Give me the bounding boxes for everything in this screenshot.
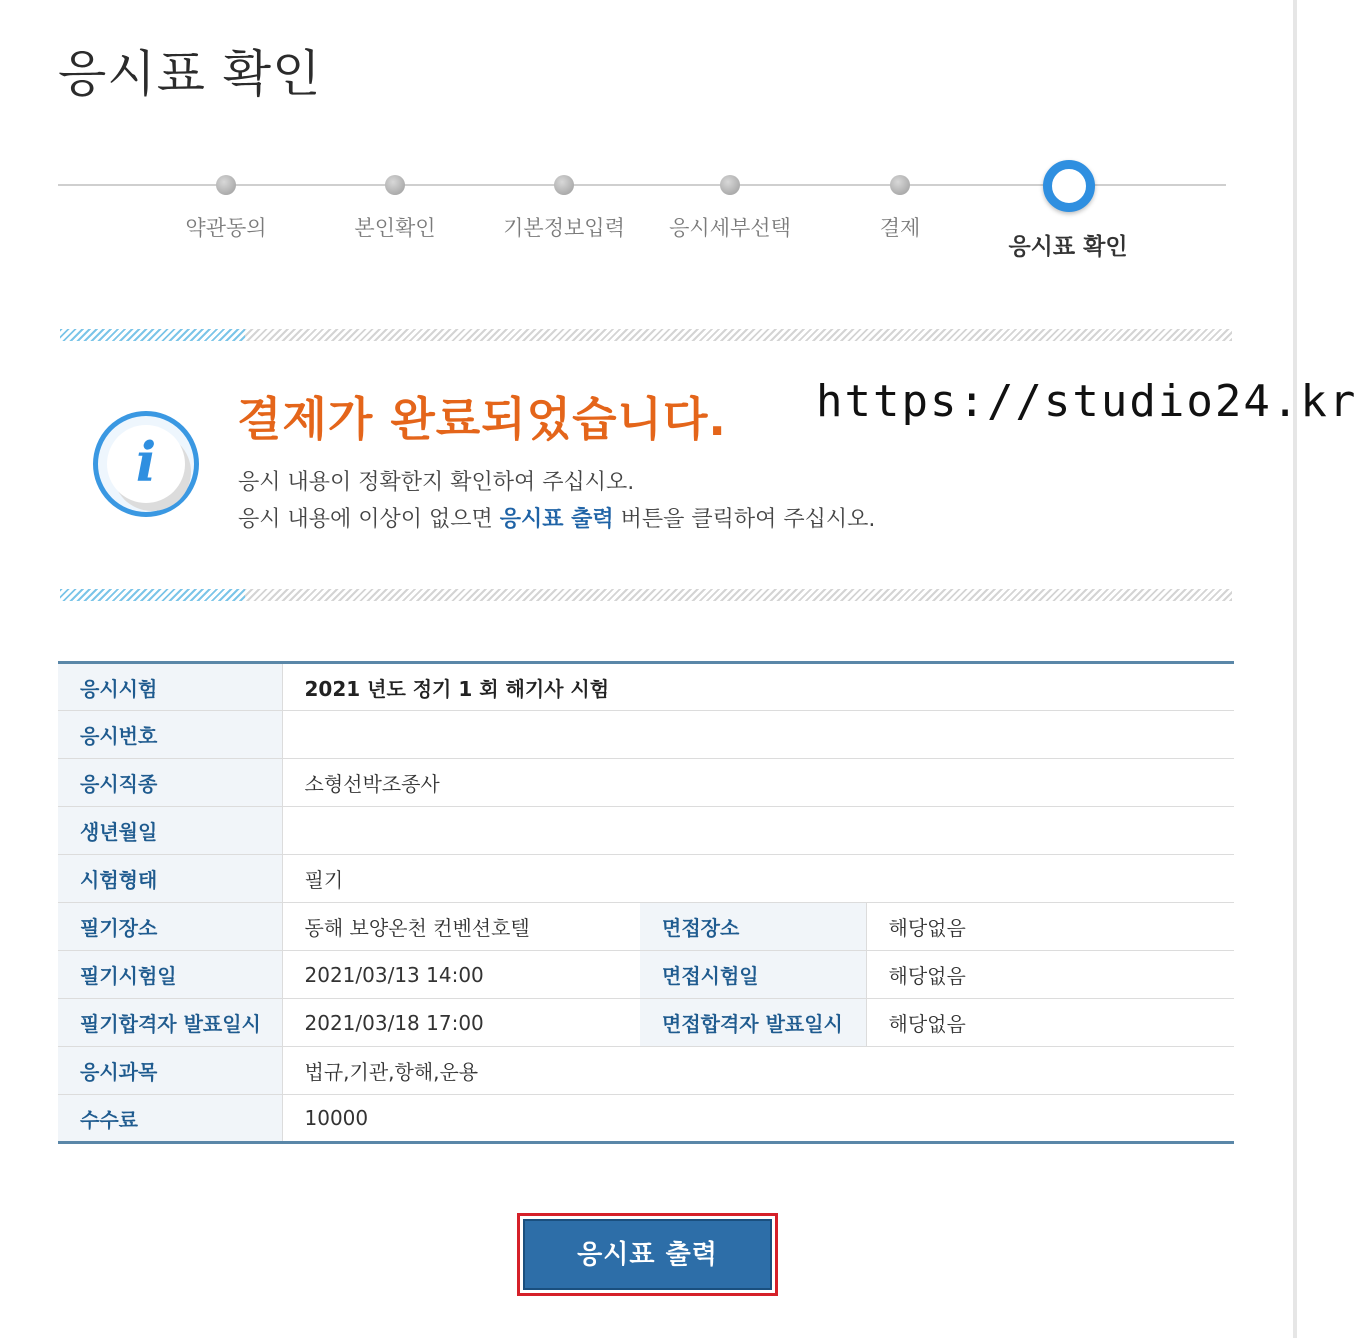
row-value <box>282 807 1234 855</box>
row-header: 면접장소 <box>640 903 866 951</box>
watermark-url: https://studio24.kr <box>816 376 1357 427</box>
progress-steps <box>58 150 1226 270</box>
row-header: 응시과목 <box>58 1047 282 1095</box>
table-row <box>58 999 1234 1047</box>
step-label: 본인확인 <box>354 216 436 240</box>
row-value: 2021/03/13 14:00 <box>282 951 640 999</box>
row-header: 면접합격자 발표일시 <box>640 999 866 1047</box>
row-header: 응시시험 <box>58 663 282 711</box>
table-row <box>58 951 1234 999</box>
row-value: 법규,기관,항해,운용 <box>282 1047 1234 1095</box>
table-row <box>58 1047 1234 1095</box>
row-value: 2021 년도 정기 1 회 해기사 시험 <box>282 663 1234 711</box>
row-header: 응시번호 <box>58 711 282 759</box>
scrollbar-edge <box>1293 0 1297 1338</box>
message-highlight: 응시표 출력 <box>499 507 614 532</box>
step-dot <box>554 175 574 195</box>
row-header: 필기시험일 <box>58 951 282 999</box>
message-line-2 <box>238 502 875 533</box>
row-header: 필기장소 <box>58 903 282 951</box>
step-dot <box>385 175 405 195</box>
row-header: 면접시험일 <box>640 951 866 999</box>
table-row <box>58 903 1234 951</box>
row-value: 해당없음 <box>866 951 1234 999</box>
table-row <box>58 807 1234 855</box>
step-label: 응시세부선택 <box>669 216 791 240</box>
hatched-divider-bottom <box>60 589 1232 601</box>
message-line-2-prefix: 응시 내용에 이상이 없으면 <box>238 507 500 532</box>
row-value <box>282 711 1234 759</box>
row-header: 응시직종 <box>58 759 282 807</box>
message-line-1: 응시 내용이 정확한지 확인하여 주십시오. <box>238 470 635 495</box>
exam-info-table <box>58 661 1234 1144</box>
table-row <box>58 1095 1234 1143</box>
step-label: 결제 <box>879 216 921 240</box>
row-value: 해당없음 <box>866 999 1234 1047</box>
row-value: 필기 <box>282 855 1234 903</box>
row-value: 소형선박조종사 <box>282 759 1234 807</box>
info-icon <box>93 411 199 517</box>
message-line-2-suffix: 버튼을 클릭하여 주십시오. <box>613 507 876 532</box>
table-row <box>58 711 1234 759</box>
row-value: 2021/03/18 17:00 <box>282 999 640 1047</box>
step-dot <box>890 175 910 195</box>
row-value: 10000 <box>304 1106 369 1130</box>
row-value: 해당없음 <box>866 903 1234 951</box>
step-label-active: 응시표 확인 <box>1008 234 1128 260</box>
step-dot <box>216 175 236 195</box>
step-dot-active <box>1043 160 1095 212</box>
table-row <box>58 855 1234 903</box>
table-row <box>58 759 1234 807</box>
row-header: 생년월일 <box>58 807 282 855</box>
row-header: 필기합격자 발표일시 <box>58 999 282 1047</box>
payment-complete-title: 결제가 완료되었습니다. <box>237 392 727 446</box>
print-ticket-button[interactable]: 응시표 출력 <box>523 1219 772 1290</box>
page-title: 응시표 확인 <box>58 45 322 103</box>
row-header: 수수료 <box>58 1095 282 1143</box>
info-glyph: i <box>135 430 157 494</box>
table-row <box>58 663 1234 711</box>
hatched-divider-top <box>60 329 1232 341</box>
step-label: 기본정보입력 <box>503 216 625 240</box>
step-dot <box>720 175 740 195</box>
row-value: 동해 보양온천 컨벤션호텔 <box>282 903 640 951</box>
row-header: 시험형태 <box>58 855 282 903</box>
step-label: 약관동의 <box>185 216 267 240</box>
